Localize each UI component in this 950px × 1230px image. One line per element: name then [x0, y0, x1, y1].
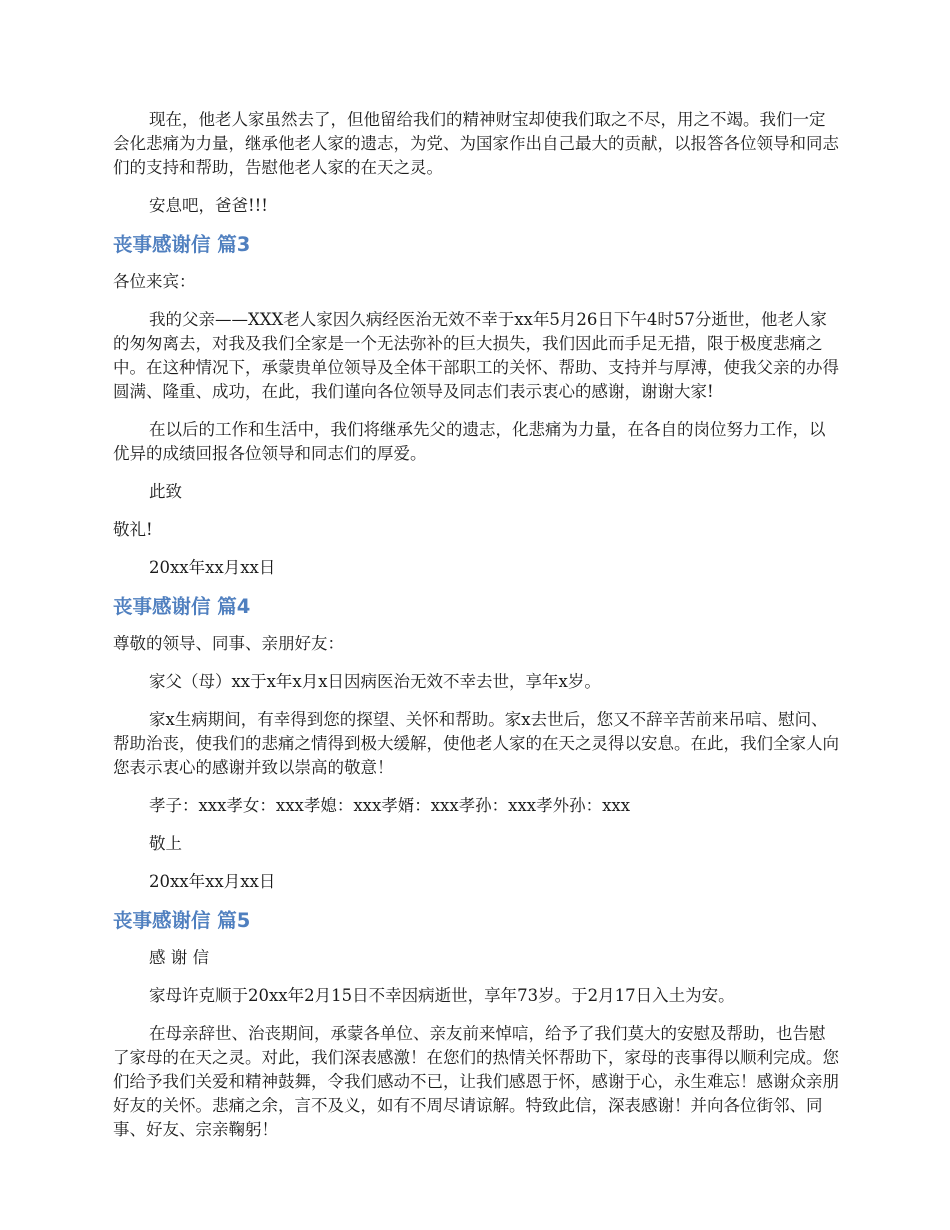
section4-paragraph-2: 家x生病期间，有幸得到您的探望、关怀和帮助。家x去世后，您又不辞辛苦前来吊唁、慰问、帮助治丧，使我们的悲痛之情得到极大缓解，使他老人家的在天之灵得以安息。在此，我们全家人向您表示衷心的感谢并致以崇高的敬意！ [113, 710, 839, 777]
section3-closing-2: 敬礼! [113, 520, 153, 539]
section4-signatories: 孝子：xxx孝女：xxx孝媳：xxx孝婿：xxx孝孙：xxx孝外孙：xxx [149, 796, 630, 815]
section3-closing-1: 此致 [149, 482, 182, 501]
section4-greeting: 尊敬的领导、同事、亲朋好友： [113, 634, 344, 653]
section3-greeting: 各位来宾： [113, 272, 196, 291]
section3-paragraph-1: 我的父亲——XXX老人家因久病经医治无效不幸于xx年5月26日下午4时57分逝世，他老人家的匆匆离去，对我及我们全家是一个无法弥补的巨大损失，我们因此而手足无措，限于极度悲痛之中。在这种情况下，承蒙贵单位领导及全体干部职工的关怀、帮助、支持并与厚溥，使我父亲的办得圆满、隆重、成功，在此，我们谨向各位领导及同志们表示衷心的感谢，谢谢大家! [113, 310, 839, 401]
document-body [113, 108, 841, 1156]
section5-paragraph-1: 家母许克顺于20xx年2月15日不幸因病逝世，享年73岁。于2月17日入土为安。 [149, 986, 735, 1005]
intro-farewell: 安息吧，爸爸!!! [149, 196, 268, 215]
section4-date: 20xx年xx月xx日 [149, 872, 276, 891]
section-heading-5: 丧事感谢信 篇5 [113, 909, 251, 932]
section5-paragraph-2: 在母亲辞世、治丧期间，承蒙各单位、亲友前来悼唁，给予了我们莫大的安慰及帮助，也告慰了家母的在天之灵。对此，我们深表感激！在您们的热情关怀帮助下，家母的丧事得以顺利完成。您们给予我们关爱和精神鼓舞，令我们感动不已，让我们感恩于怀，感谢于心，永生难忘！感谢众亲朋好友的关怀。悲痛之余，言不及义，如有不周尽请谅解。特致此信，深表感谢！并向各位街邻、同事、好友、宗亲鞠躬！ [113, 1024, 839, 1139]
section4-paragraph-1: 家父（母）xx于x年x月x日因病医治无效不幸去世，享年x岁。 [149, 672, 601, 691]
section4-closing: 敬上 [149, 834, 182, 853]
section-heading-4: 丧事感谢信 篇4 [113, 595, 251, 618]
section5-title: 感 谢 信 [149, 948, 209, 967]
section3-paragraph-2: 在以后的工作和生活中，我们将继承先父的遗志，化悲痛为力量，在各自的岗位努力工作，以优异的成绩回报各位领导和同志们的厚爱。 [113, 420, 826, 463]
section-heading-3: 丧事感谢信 篇3 [113, 233, 251, 256]
section3-date: 20xx年xx月xx日 [149, 558, 276, 577]
intro-paragraph: 现在，他老人家虽然去了，但他留给我们的精神财宝却使我们取之不尽，用之不竭。我们一定会化悲痛为力量，继承他老人家的遗志，为党、为国家作出自己最大的贡献，以报答各位领导和同志们的支持和帮助，告慰他老人家的在天之灵。 [113, 110, 839, 177]
